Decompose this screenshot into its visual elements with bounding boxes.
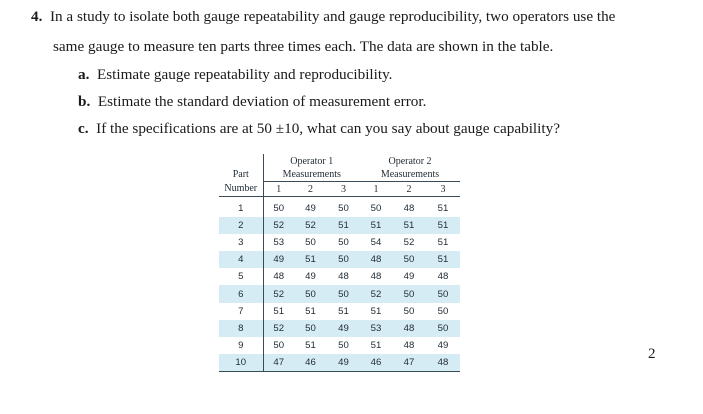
part-b-text: Estimate the standard deviation of measurement error.	[97, 93, 427, 110]
operator-2-title: Operator 2	[360, 154, 460, 168]
op2-measurement-1-cell: 48	[360, 268, 392, 285]
op2-measurement-2-cell: 49	[392, 268, 426, 285]
part-header: Part	[219, 168, 263, 182]
op2-measurement-3-cell: 50	[426, 285, 460, 302]
op2-measurement-3-cell: 50	[426, 303, 460, 320]
op1-measurement-2-cell: 51	[294, 337, 327, 354]
op2-measurement-3-cell: 49	[426, 337, 460, 354]
table-row	[219, 320, 460, 337]
op2-col-2: 2	[392, 182, 426, 197]
op1-measurement-1-cell: 52	[263, 217, 294, 234]
problem-stem-text-2: same gauge to measure ten parts three times each. The data are shown in the table.	[53, 38, 554, 55]
op1-measurement-3-cell: 50	[327, 234, 360, 251]
problem-number: 4.	[31, 8, 43, 25]
problem-part-b	[78, 93, 426, 111]
op1-measurement-2-cell: 50	[294, 285, 327, 302]
table-row	[219, 217, 460, 234]
measurement-data-table	[219, 154, 460, 372]
part-number-cell: 4	[219, 251, 263, 268]
op2-measurement-2-cell: 50	[392, 251, 426, 268]
op2-measurement-2-cell: 50	[392, 303, 426, 320]
table-row	[219, 268, 460, 285]
op2-measurement-3-cell: 50	[426, 320, 460, 337]
op2-measurement-2-cell: 47	[392, 354, 426, 372]
op1-measurement-2-cell: 50	[294, 234, 327, 251]
measurement-table	[219, 154, 460, 372]
table-row	[219, 303, 460, 320]
op1-measurement-1-cell: 50	[263, 337, 294, 354]
op2-measurement-1-cell: 54	[360, 234, 392, 251]
operator-1-subtitle: Measurements	[263, 168, 360, 182]
op1-measurement-3-cell: 50	[327, 200, 360, 217]
op1-measurement-3-cell: 51	[327, 217, 360, 234]
op1-measurement-1-cell: 51	[263, 303, 294, 320]
op1-measurement-3-cell: 49	[327, 320, 360, 337]
op1-measurement-1-cell: 52	[263, 285, 294, 302]
op2-measurement-1-cell: 53	[360, 320, 392, 337]
part-number-cell: 6	[219, 285, 263, 302]
op2-measurement-2-cell: 51	[392, 217, 426, 234]
part-number-cell: 2	[219, 217, 263, 234]
problem-stem-text-1: In a study to isolate both gauge repeatability and gauge reproducibility, two operators use the	[49, 8, 616, 25]
op1-measurement-1-cell: 52	[263, 320, 294, 337]
problem-stem-line-1	[31, 8, 615, 26]
part-number-cell: 9	[219, 337, 263, 354]
table-row	[219, 285, 460, 302]
op1-measurement-1-cell: 47	[263, 354, 294, 372]
part-number-cell: 5	[219, 268, 263, 285]
part-number-cell: 3	[219, 234, 263, 251]
op2-measurement-2-cell: 48	[392, 337, 426, 354]
op2-measurement-3-cell: 51	[426, 217, 460, 234]
op2-measurement-1-cell: 46	[360, 354, 392, 372]
operator-1-title: Operator 1	[263, 154, 360, 168]
op1-col-3: 3	[327, 182, 360, 197]
op1-col-1: 1	[263, 182, 294, 197]
op2-measurement-3-cell: 51	[426, 200, 460, 217]
op2-measurement-2-cell: 48	[392, 320, 426, 337]
op2-measurement-3-cell: 48	[426, 268, 460, 285]
op2-measurement-3-cell: 51	[426, 251, 460, 268]
op1-measurement-2-cell: 50	[294, 320, 327, 337]
op1-measurement-2-cell: 51	[294, 251, 327, 268]
op1-measurement-3-cell: 50	[327, 251, 360, 268]
table-row	[219, 354, 460, 372]
op2-measurement-1-cell: 50	[360, 200, 392, 217]
number-header: Number	[219, 182, 263, 197]
part-b-label: b.	[78, 93, 91, 110]
op1-measurement-2-cell: 49	[294, 200, 327, 217]
part-header-spacer	[219, 154, 263, 168]
part-c-text: If the specifications are at 50 ±10, what can you say about gauge capability?	[96, 120, 560, 137]
op1-measurement-1-cell: 49	[263, 251, 294, 268]
op1-measurement-1-cell: 48	[263, 268, 294, 285]
op1-measurement-2-cell: 49	[294, 268, 327, 285]
op1-measurement-1-cell: 53	[263, 234, 294, 251]
problem-stem-line-2	[53, 38, 553, 56]
part-number-cell: 10	[219, 354, 263, 372]
op1-measurement-3-cell: 51	[327, 303, 360, 320]
table-row	[219, 234, 460, 251]
problem-part-a	[78, 66, 392, 84]
op2-measurement-1-cell: 51	[360, 303, 392, 320]
op2-col-3: 3	[426, 182, 460, 197]
op1-measurement-2-cell: 52	[294, 217, 327, 234]
op2-measurement-2-cell: 50	[392, 285, 426, 302]
op2-measurement-2-cell: 52	[392, 234, 426, 251]
op1-measurement-3-cell: 50	[327, 337, 360, 354]
part-number-cell: 8	[219, 320, 263, 337]
part-c-label: c.	[78, 120, 89, 137]
part-number-cell: 7	[219, 303, 263, 320]
op1-measurement-2-cell: 46	[294, 354, 327, 372]
table-body	[219, 197, 460, 372]
op1-measurement-3-cell: 49	[327, 354, 360, 372]
op1-col-2: 2	[294, 182, 327, 197]
op2-measurement-1-cell: 51	[360, 217, 392, 234]
op1-measurement-3-cell: 50	[327, 285, 360, 302]
op2-measurement-1-cell: 48	[360, 251, 392, 268]
page-number: 2	[648, 346, 656, 362]
op2-measurement-3-cell: 51	[426, 234, 460, 251]
part-a-label: a.	[78, 66, 90, 83]
op2-measurement-2-cell: 48	[392, 200, 426, 217]
table-row	[219, 200, 460, 217]
op1-measurement-2-cell: 51	[294, 303, 327, 320]
problem-part-c	[78, 120, 560, 138]
op2-col-1: 1	[360, 182, 392, 197]
op2-measurement-3-cell: 48	[426, 354, 460, 372]
op1-measurement-1-cell: 50	[263, 200, 294, 217]
table-row	[219, 337, 460, 354]
op2-measurement-1-cell: 52	[360, 285, 392, 302]
operator-2-subtitle: Measurements	[360, 168, 460, 182]
op2-measurement-1-cell: 51	[360, 337, 392, 354]
part-number-cell: 1	[219, 200, 263, 217]
op1-measurement-3-cell: 48	[327, 268, 360, 285]
part-a-text: Estimate gauge repeatability and reproducibility.	[96, 66, 393, 83]
table-row	[219, 251, 460, 268]
